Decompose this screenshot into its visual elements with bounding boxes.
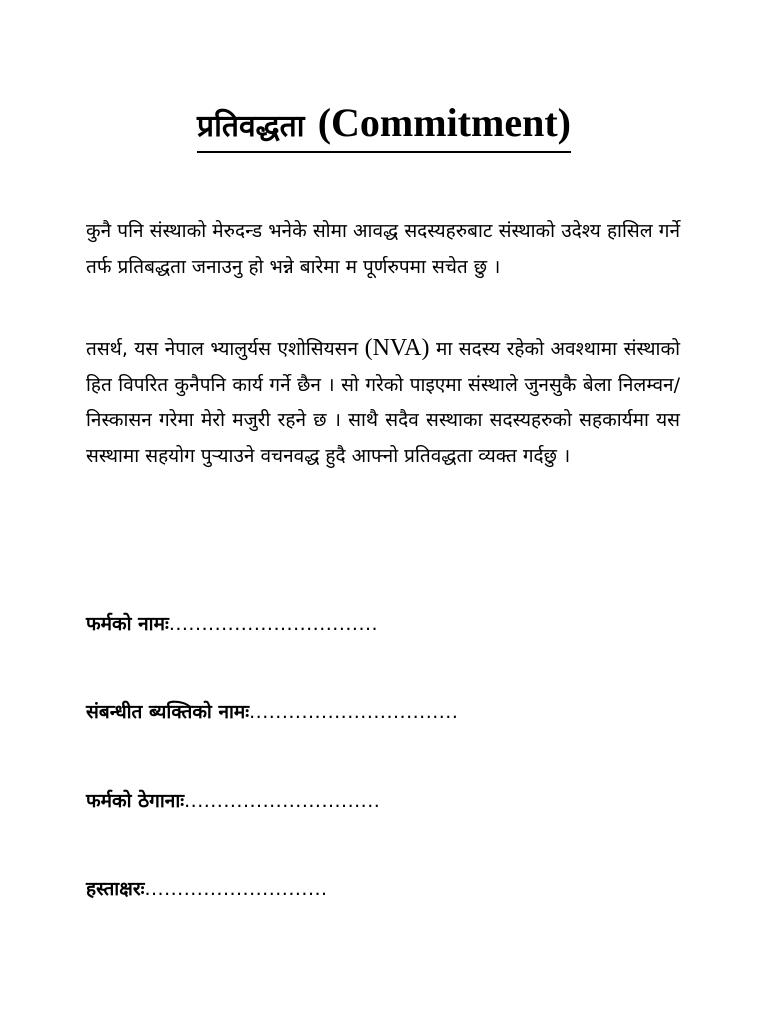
firm-name-field <box>86 609 378 639</box>
document-title <box>0 96 768 153</box>
paragraph-2-end: मा सदस्य रहेको अवश्थामा संस्थाको हित विपरित कुनैपनि कार्य गर्ने छैन । सो गरेको पाइएमा संस्थाले जुनसुकै बेला निलम्वन/निस्कासन गरेमा मेरो मजुरी रहने छ । साथै सदैव सस्थाका सदस्यहरुको सहकार्यमा यस सस्थामा सहयोग पुर्‍याउने वचनवद्ध हुदै आफ्नो प्रतिवद्धता व्यक्त गर्दछु । <box>86 338 680 467</box>
signature-label: हस्ताक्षरः <box>86 878 145 900</box>
firm-name-label: फर्मको नामः <box>86 613 169 635</box>
contact-person-label: संबन्धीत ब्यक्तिको नामः <box>86 701 250 723</box>
nva-abbreviation: (NVA) <box>364 335 430 361</box>
commitment-paragraph-1: कुनै पनि संस्थाको मेरुदन्ड भनेके सोमा आवद्ध सदस्यहरुबाट संस्थाको उदेश्य हासिल गर्ने तर्फ प्रतिबद्धता जनाउनु हो भन्ने बारेमा म पूर्णरुपमा सचेत छु । <box>86 220 680 278</box>
signature-blank: ............................ <box>144 878 328 900</box>
commitment-paragraph-2 <box>86 331 680 474</box>
firm-name-blank: ................................ <box>168 613 379 635</box>
signature-field <box>86 874 328 904</box>
firm-address-blank: .............................. <box>184 790 381 812</box>
paragraph-2-start: तसर्थ, यस नेपाल भ्यालुर्यस एशोसियसन <box>86 338 365 360</box>
contact-person-field <box>86 697 458 727</box>
firm-address-field <box>86 786 380 816</box>
document-title-underlined <box>197 99 571 153</box>
title-english: (Commitment) <box>317 100 571 145</box>
firm-address-label: फर्मको ठेगानाः <box>86 790 185 812</box>
title-nepali: प्रतिवद्धता <box>197 109 305 144</box>
contact-person-blank: ................................ <box>249 701 459 723</box>
